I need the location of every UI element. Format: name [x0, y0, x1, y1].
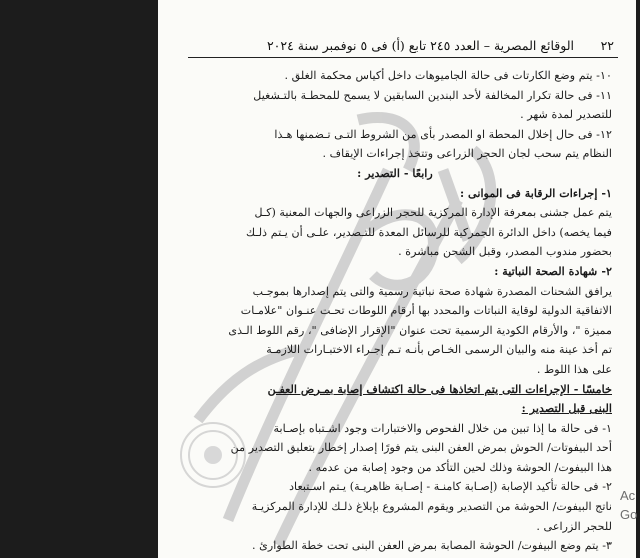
brown-rot-clause-1-line-2: أحد البيفوتات/ الحوش بمرض العفن البنى يتم فورًا إصدار إخطار بتعليق التصدير من [230, 441, 612, 455]
certificate-line-4: تم أخذ عينة منه والبيان الرسمى الخـاص بأنـه تـم إجـراء الاختبـارات اللازمـة [266, 343, 612, 357]
clause-11-line-1: ١١- فى حالة تكرار المخالفة لأحد البندين السابقين لا يسمح للمحطـة بالتـشغيل [253, 88, 612, 102]
brown-rot-clause-2-line-2: ناتج البيفوت/ الحوشة من التصدير ويقوم المشروع بإبلاغ ذلـك للإدارة المركزيـة [251, 500, 612, 514]
os-activation-text-line-1: Ac [620, 488, 636, 503]
certificate-line-3: مميزة "، والأرقام الكودية الرسمية تحت عنوان "الإقرار الإضافى "، رقم اللوط الـذى [228, 323, 612, 337]
document-body [178, 66, 612, 556]
section-heading-export: رابعًا - التصدير : [357, 165, 433, 180]
brown-rot-clause-3: ٣- يتم وضع البيفوت/ الحوشة المصابة بمرض العفن البنى تحت خطة الطوارئ . [251, 539, 612, 553]
port-control-line-3: بحضور مندوب المصدر، وقبل الشحن مباشرة . [398, 245, 612, 259]
clause-10: ١٠- يتم وضع الكارتات فى حالة الجاميوهات داخل أكياس محكمة الغلق . [284, 69, 612, 82]
page-number: ٢٢ [600, 38, 614, 53]
port-control-line-1: يتم عمل جشنى بمعرفة الإدارة المركزية للحجر الزراعى والجهات المعنية (كـل [254, 206, 612, 220]
brown-rot-clause-2-line-3: للحجر الزراعى . [536, 519, 612, 533]
brown-rot-clause-2-line-1: ٢- فى حالة تأكيد الإصابة (إصـابة كامنـة - إصـابة ظاهريـة) يـتم اسـتبعاد [289, 480, 612, 494]
brown-rot-clause-1-line-3: هذا البيفوت/ الحوشة وذلك لحين التأكد من وجود إصابة من عدمه . [308, 460, 612, 474]
gazette-header-title: الوقائع المصرية – العدد ٢٤٥ تابع (أ) فى ٥ نوفمبر سنة ٢٠٢٤ [266, 38, 574, 53]
certificate-line-1: يرافق الشحنات المصدرة شهادة صحة نباتية رسمية والتى يتم إصدارها بموجـب [252, 284, 612, 298]
clause-11-line-2: للتصدير لمدة شهر . [520, 108, 612, 122]
header-divider [188, 57, 618, 58]
clause-12-line-2: النظام يتم سحب لجان الحجر الزراعى وتتخذ إجراءات الإيقاف . [322, 147, 612, 161]
section-heading-brown-rot-line-1: خامسًا - الإجراءات التى يتم اتخاذها فى حالة اكتشاف إصابة بمـرض العفـن [267, 381, 612, 396]
certificate-line-5: على هذا اللوط . [536, 362, 612, 376]
port-control-line-2: فيما يخصه) داخل الدائرة الجمركية للرسائل المعدة للتـصدير، علـى أن يـتم ذلـك [246, 225, 612, 239]
os-activation-text-line-2: Go [620, 507, 638, 522]
page-header [188, 38, 614, 56]
document-page [158, 0, 636, 558]
brown-rot-clause-1-line-1: ١- فى حالة ما إذا تبين من خلال الفحوص والاختبارات وجود اشـتباه بإصـابة [273, 421, 612, 435]
section-heading-brown-rot-line-2: البنى قبل التصدير : [521, 401, 612, 416]
subheading-phytosanitary-certificate: ٢- شهادة الصحة النباتية : [494, 263, 612, 278]
subheading-port-control: ١- إجراءات الرقابة فى الموانى : [459, 185, 612, 200]
clause-12-line-1: ١٢- فى حال إخلال المحطة او المصدر بأى من الشروط التـى تـضمنها هـذا [274, 127, 612, 141]
certificate-line-2: الاتفاقية الدولية لوقاية النباتات والمحدد بها أرقام اللوطات تحـت عنـوان "علامـات [240, 304, 612, 318]
